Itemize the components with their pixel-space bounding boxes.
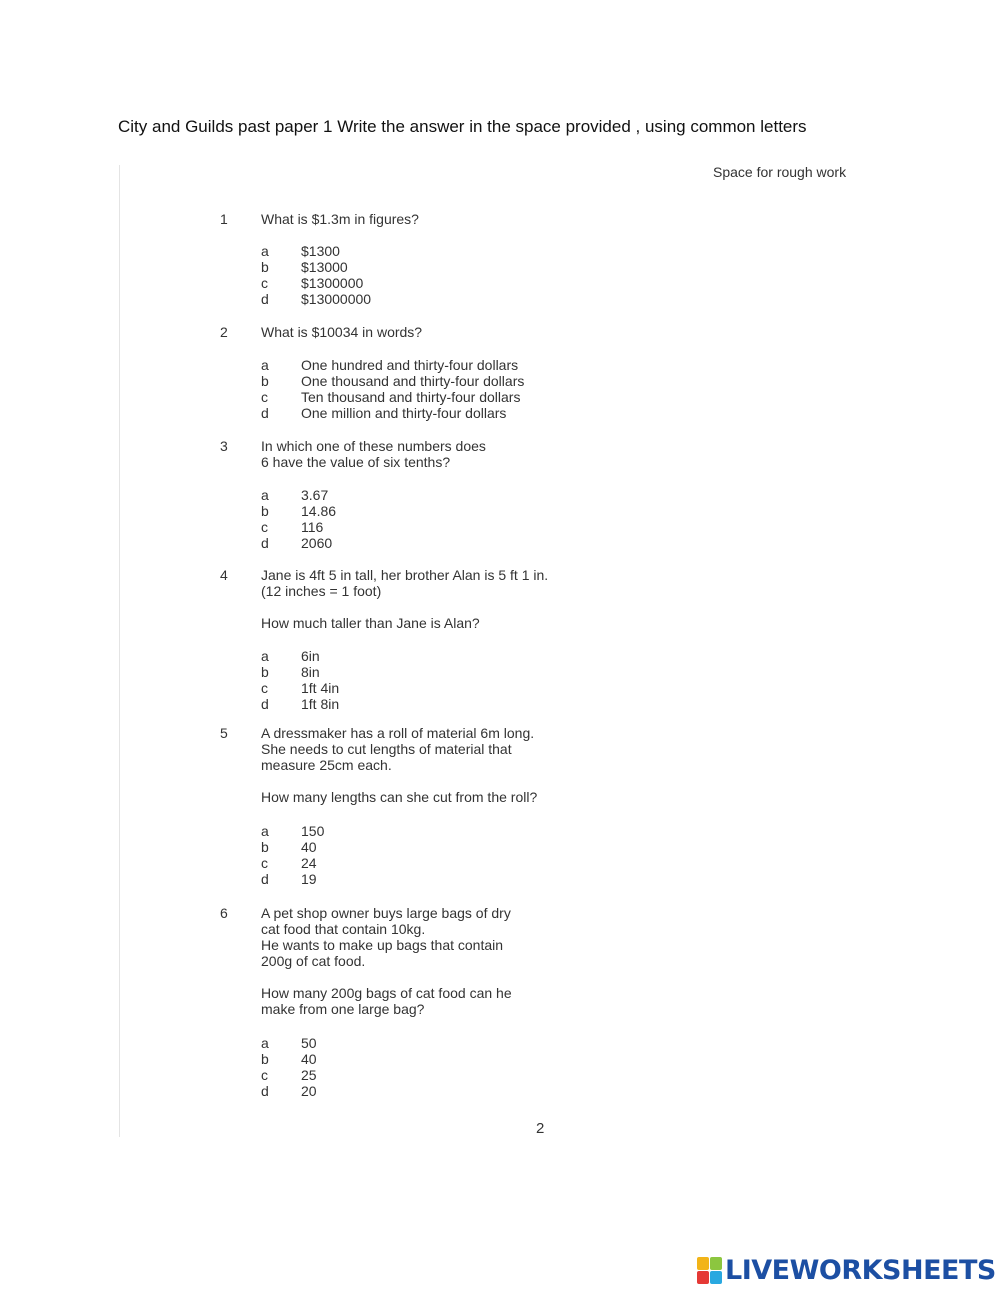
question-text-line: He wants to make up bags that contain — [261, 937, 504, 953]
page-title: City and Guilds past paper 1 Write the answer in the space provided , using common letters — [118, 117, 807, 136]
question-text-line: Jane is 4ft 5 in tall, her brother Alan is 5 ft 1 in. — [261, 567, 549, 583]
question-text-line: A dressmaker has a roll of material 6m long. — [261, 725, 535, 741]
question-text-line: cat food that contain 10kg. — [261, 921, 426, 937]
question-number: 2 — [220, 324, 228, 340]
question-text-line: A pet shop owner buys large bags of dry — [261, 905, 511, 921]
question-text-line: In which one of these numbers does — [261, 438, 486, 454]
question-text-line: measure 25cm each. — [261, 757, 392, 773]
question-text-line: 200g of cat food. — [261, 953, 366, 969]
sub-question-line: make from one large bag? — [261, 1001, 425, 1017]
page-number: 2 — [536, 1120, 545, 1137]
question-text-line: 6 have the value of six tenths? — [261, 454, 451, 470]
logo-tiles-icon — [697, 1257, 722, 1284]
liveworksheets-logo[interactable] — [697, 1255, 996, 1285]
brand-name: LIVEWORKSHEETS — [725, 1254, 996, 1286]
question-number: 3 — [220, 438, 228, 454]
question-number: 5 — [220, 725, 228, 741]
question-text-line: She needs to cut lengths of material that — [261, 741, 512, 757]
question-number: 6 — [220, 905, 228, 921]
question-number: 1 — [220, 211, 228, 227]
question-text: What is $10034 in words? — [261, 324, 423, 340]
question-text: What is $1.3m in figures? — [261, 211, 419, 227]
rough-work-label: Space for rough work — [713, 164, 847, 180]
margin-rule — [119, 165, 120, 1137]
sub-question-line: How many 200g bags of cat food can he — [261, 985, 512, 1001]
question-text-line: (12 inches = 1 foot) — [261, 583, 382, 599]
sub-question: How much taller than Jane is Alan? — [261, 615, 480, 631]
sub-question: How many lengths can she cut from the roll? — [261, 789, 538, 805]
question-number: 4 — [220, 567, 228, 583]
